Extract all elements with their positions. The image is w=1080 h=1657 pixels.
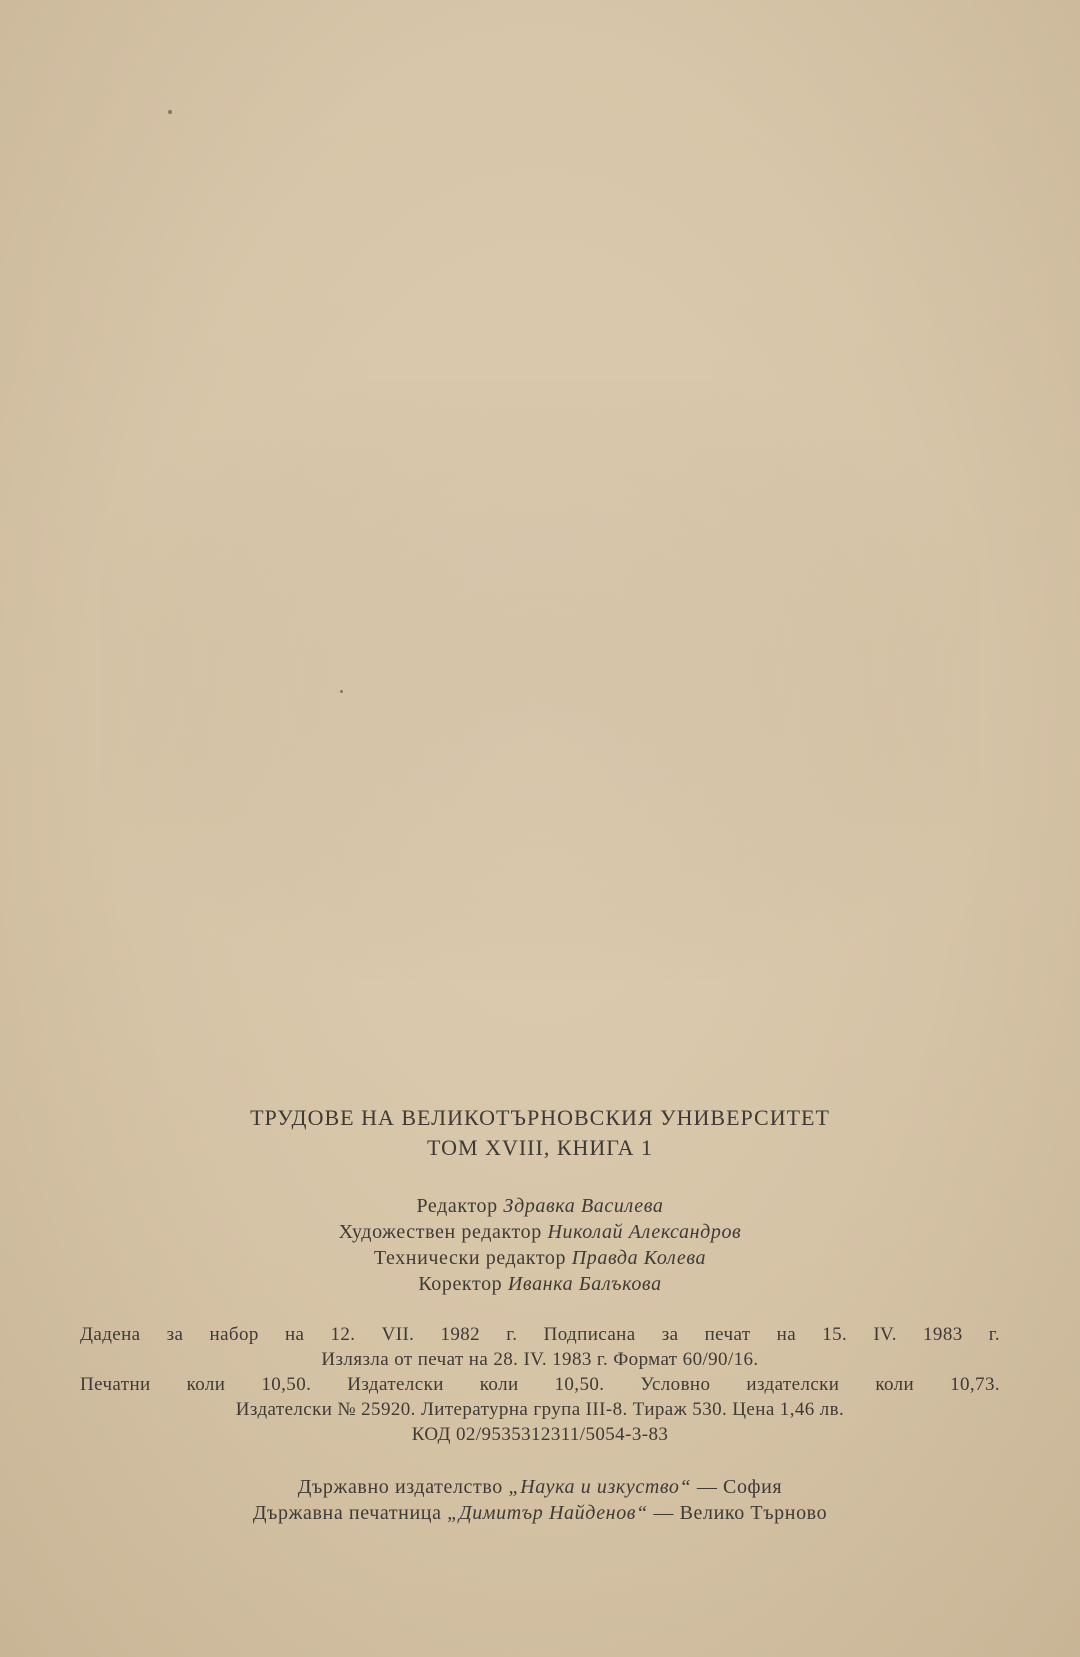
volume-title-line: ТОМ XVIII, КНИГА 1: [426, 1135, 653, 1160]
imprint-line-code: КОД 02/9535312311/5054-3-83: [411, 1424, 669, 1445]
publisher-prefix: Държавно издателство: [297, 1476, 509, 1498]
credit-name: Иванка Балъкова: [507, 1273, 662, 1295]
series-title: [0, 1103, 1080, 1163]
credits-list: [0, 1193, 1080, 1297]
printing-house: [0, 1500, 1080, 1526]
printer-name: „Димитър Найденов“: [447, 1502, 648, 1524]
publisher-city: — София: [691, 1476, 783, 1498]
credit-name: Николай Александров: [547, 1221, 742, 1243]
credit-name: Правда Колева: [571, 1247, 707, 1269]
credit-role: Технически редактор: [373, 1247, 567, 1269]
credit-name: Здравка Василева: [503, 1195, 664, 1217]
credit-proofreader: [0, 1271, 1080, 1297]
publishing-house: [0, 1474, 1080, 1500]
publisher-info: [0, 1474, 1080, 1526]
credit-role: Художествен редактор: [338, 1221, 542, 1243]
credit-role: Коректор: [418, 1273, 503, 1295]
imprint-line-edition: Издателски № 25920. Литературна група III-8. Тираж 530. Цена 1,46 лв.: [235, 1399, 845, 1420]
credit-art-editor: [0, 1219, 1080, 1245]
credit-role: Редактор: [416, 1195, 498, 1217]
paper-speck: [340, 690, 343, 693]
show-through-text: [100, 380, 980, 980]
printer-prefix: Държавна печатница: [252, 1502, 448, 1524]
publisher-name: „Наука и изкуство“: [508, 1476, 692, 1498]
paper-speck: [168, 110, 172, 114]
imprint-line-release: Излязла от печат на 28. IV. 1983 г. Формат 60/90/16.: [321, 1349, 759, 1370]
imprint-line-sheets: Печатни коли 10,50. Издателски коли 10,50. Условно издателски коли 10,73.: [80, 1374, 1000, 1395]
printing-details: [0, 1322, 1080, 1447]
credit-technical-editor: [0, 1245, 1080, 1271]
credit-editor: [0, 1193, 1080, 1219]
printer-city: — Велико Търново: [647, 1502, 828, 1524]
series-title-line: ТРУДОВЕ НА ВЕЛИКОТЪРНОВСКИЯ УНИВЕРСИТЕТ: [250, 1105, 830, 1130]
imprint-line-dates: Дадена за набор на 12. VII. 1982 г. Подписана за печат на 15. IV. 1983 г.: [80, 1324, 1000, 1345]
